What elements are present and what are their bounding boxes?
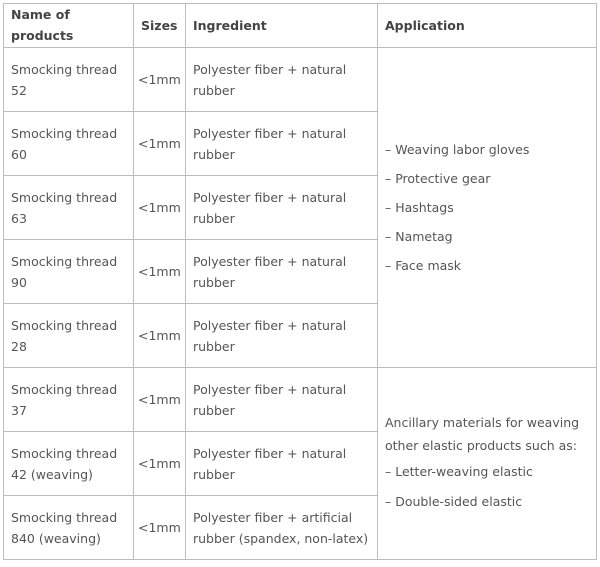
application-item: – Protective gear (385, 171, 491, 186)
application-item: – Face mask (385, 258, 462, 273)
ingredient-cell: Polyester fiber + natural rubber (186, 48, 378, 112)
application-item: – Double-sided elastic (385, 493, 523, 509)
application-item: – Weaving labor gloves (385, 142, 530, 157)
product-name-cell: Smocking thread 840 (weaving) (4, 496, 134, 560)
size-cell: <1mm (134, 496, 186, 560)
product-name-cell: Smocking thread 28 (4, 304, 134, 368)
header-application: Application (378, 4, 597, 48)
application-intro: Ancillary materials for weaving other elastic products such as: (385, 414, 580, 453)
product-name-cell: Smocking thread 90 (4, 240, 134, 304)
product-name-cell: Smocking thread 37 (4, 368, 134, 432)
size-cell: <1mm (134, 432, 186, 496)
size-cell: <1mm (134, 304, 186, 368)
product-name-cell: Smocking thread 60 (4, 112, 134, 176)
application-item: – Letter-weaving elastic (385, 463, 533, 479)
size-cell: <1mm (134, 368, 186, 432)
application-item: – Nametag (385, 229, 453, 244)
header-name-of-products: Name of products (4, 4, 134, 48)
header-ingredient: Ingredient (186, 4, 378, 48)
application-cell-group-2 (378, 368, 597, 560)
product-name-cell: Smocking thread 52 (4, 48, 134, 112)
ingredient-cell: Polyester fiber + natural rubber (186, 368, 378, 432)
ingredient-cell: Polyester fiber + natural rubber (186, 240, 378, 304)
size-cell: <1mm (134, 176, 186, 240)
application-cell-group-1 (378, 48, 597, 368)
table-row (4, 368, 597, 432)
product-name-cell: Smocking thread 42 (weaving) (4, 432, 134, 496)
ingredient-cell: Polyester fiber + natural rubber (186, 112, 378, 176)
table-row (4, 48, 597, 112)
ingredient-cell: Polyester fiber + natural rubber (186, 304, 378, 368)
header-row (4, 4, 597, 48)
ingredient-cell: Polyester fiber + artificial rubber (spandex, non-latex) (186, 496, 378, 560)
size-cell: <1mm (134, 240, 186, 304)
application-item: – Hashtags (385, 200, 454, 215)
size-cell: <1mm (134, 112, 186, 176)
size-cell: <1mm (134, 48, 186, 112)
product-name-cell: Smocking thread 63 (4, 176, 134, 240)
products-table (3, 3, 597, 560)
ingredient-cell: Polyester fiber + natural rubber (186, 176, 378, 240)
header-sizes: Sizes (134, 4, 186, 48)
ingredient-cell: Polyester fiber + natural rubber (186, 432, 378, 496)
